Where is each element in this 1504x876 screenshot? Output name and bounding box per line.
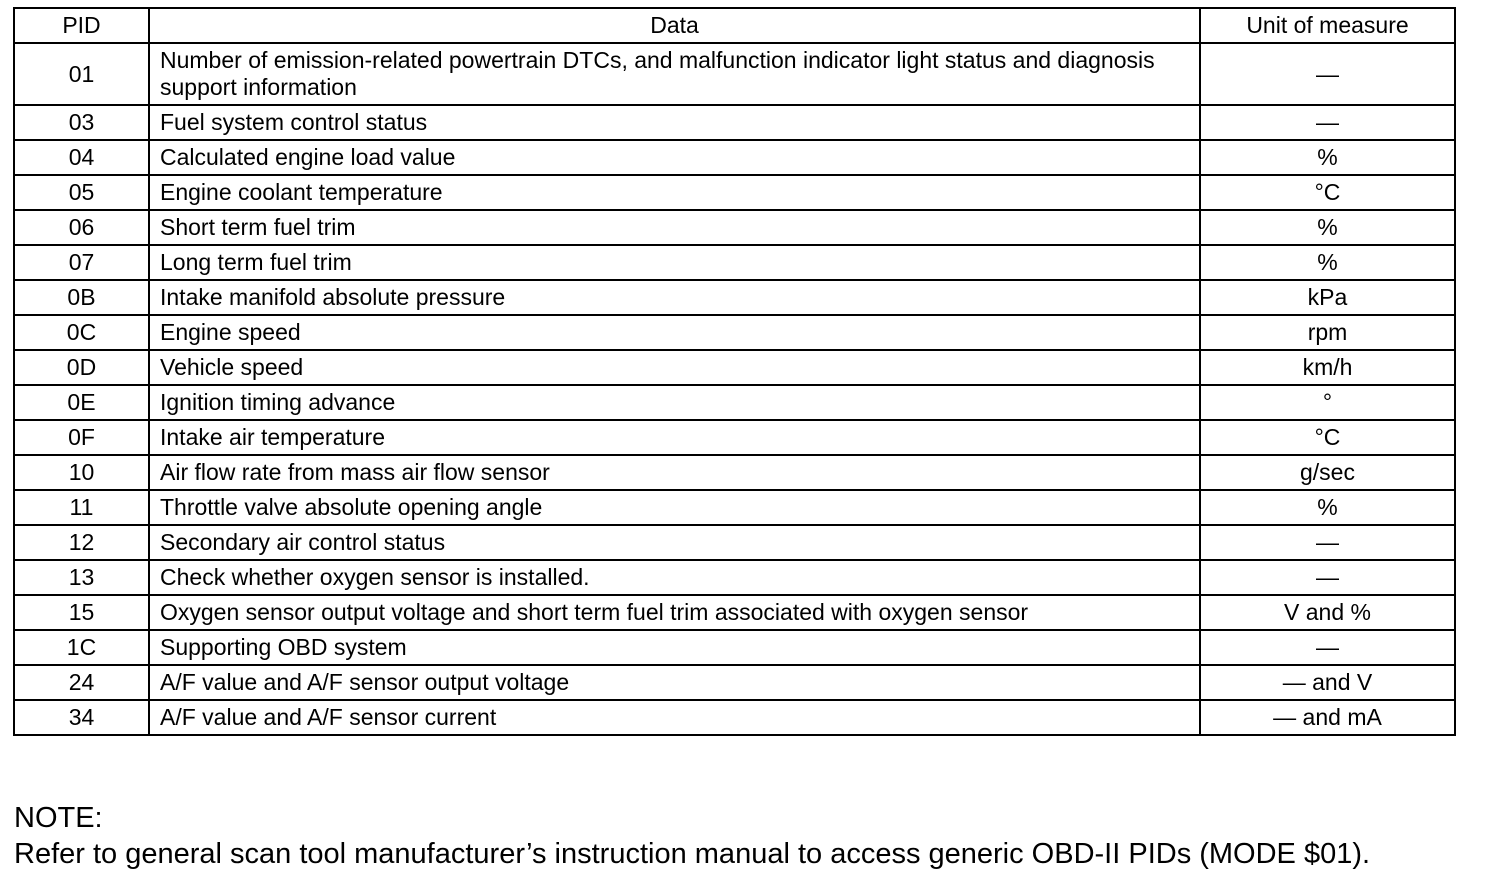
pid-cell: 11	[14, 490, 149, 525]
pid-cell: 0C	[14, 315, 149, 350]
table-row	[14, 490, 1455, 525]
pid-cell: 07	[14, 245, 149, 280]
table-row	[14, 630, 1455, 665]
pid-cell: 10	[14, 455, 149, 490]
note-heading: NOTE:	[14, 802, 103, 834]
unit-cell: kPa	[1200, 280, 1455, 315]
note-text: Refer to general scan tool manufacturer’s instruction manual to access generic OBD-II PIDs (MODE $01).	[14, 838, 1371, 870]
pid-cell: 05	[14, 175, 149, 210]
pid-cell: 0B	[14, 280, 149, 315]
unit-cell: V and %	[1200, 595, 1455, 630]
data-cell: Long term fuel trim	[149, 245, 1200, 280]
unit-cell: %	[1200, 210, 1455, 245]
unit-cell: rpm	[1200, 315, 1455, 350]
pid-table	[13, 7, 1456, 736]
table-row	[14, 455, 1455, 490]
table-row	[14, 210, 1455, 245]
data-cell: Air flow rate from mass air flow sensor	[149, 455, 1200, 490]
table-row	[14, 350, 1455, 385]
table-row	[14, 525, 1455, 560]
header-unit: Unit of measure	[1200, 8, 1455, 43]
data-cell: Supporting OBD system	[149, 630, 1200, 665]
pid-cell: 03	[14, 105, 149, 140]
unit-cell: km/h	[1200, 350, 1455, 385]
data-cell: A/F value and A/F sensor output voltage	[149, 665, 1200, 700]
header-data: Data	[149, 8, 1200, 43]
pid-cell: 34	[14, 700, 149, 735]
data-cell: Secondary air control status	[149, 525, 1200, 560]
table-row	[14, 245, 1455, 280]
data-cell: Vehicle speed	[149, 350, 1200, 385]
unit-cell: °C	[1200, 420, 1455, 455]
data-cell: Ignition timing advance	[149, 385, 1200, 420]
unit-cell: —	[1200, 43, 1455, 105]
unit-cell: —	[1200, 560, 1455, 595]
table-row	[14, 140, 1455, 175]
data-cell: Calculated engine load value	[149, 140, 1200, 175]
table-row	[14, 175, 1455, 210]
unit-cell: °	[1200, 385, 1455, 420]
note-block	[14, 800, 1370, 872]
pid-cell: 15	[14, 595, 149, 630]
unit-cell: °C	[1200, 175, 1455, 210]
table-row	[14, 280, 1455, 315]
unit-cell: —	[1200, 105, 1455, 140]
data-cell: Oxygen sensor output voltage and short term fuel trim associated with oxygen sensor	[149, 595, 1200, 630]
unit-cell: %	[1200, 140, 1455, 175]
unit-cell: —	[1200, 630, 1455, 665]
table-row	[14, 665, 1455, 700]
table-row	[14, 105, 1455, 140]
data-cell: Intake manifold absolute pressure	[149, 280, 1200, 315]
pid-cell: 06	[14, 210, 149, 245]
table-row	[14, 385, 1455, 420]
pid-cell: 12	[14, 525, 149, 560]
pid-cell: 01	[14, 43, 149, 105]
table-row	[14, 420, 1455, 455]
data-cell: Number of emission-related powertrain DTCs, and malfunction indicator light status and diagnosis support information	[149, 43, 1200, 105]
data-cell: Throttle valve absolute opening angle	[149, 490, 1200, 525]
data-cell: Check whether oxygen sensor is installed.	[149, 560, 1200, 595]
unit-cell: — and V	[1200, 665, 1455, 700]
data-cell: Short term fuel trim	[149, 210, 1200, 245]
table-row	[14, 43, 1455, 105]
data-cell: A/F value and A/F sensor current	[149, 700, 1200, 735]
table-row	[14, 595, 1455, 630]
data-cell: Intake air temperature	[149, 420, 1200, 455]
unit-cell: —	[1200, 525, 1455, 560]
pid-cell: 0F	[14, 420, 149, 455]
data-cell: Engine coolant temperature	[149, 175, 1200, 210]
header-pid: PID	[14, 8, 149, 43]
pid-cell: 1C	[14, 630, 149, 665]
table-header-row	[14, 8, 1455, 43]
table-row	[14, 700, 1455, 735]
data-cell: Fuel system control status	[149, 105, 1200, 140]
pid-cell: 0E	[14, 385, 149, 420]
table-row	[14, 560, 1455, 595]
pid-cell: 0D	[14, 350, 149, 385]
unit-cell: %	[1200, 245, 1455, 280]
unit-cell: — and mA	[1200, 700, 1455, 735]
table-row	[14, 315, 1455, 350]
unit-cell: g/sec	[1200, 455, 1455, 490]
pid-cell: 24	[14, 665, 149, 700]
pid-cell: 13	[14, 560, 149, 595]
unit-cell: %	[1200, 490, 1455, 525]
pid-cell: 04	[14, 140, 149, 175]
data-cell: Engine speed	[149, 315, 1200, 350]
